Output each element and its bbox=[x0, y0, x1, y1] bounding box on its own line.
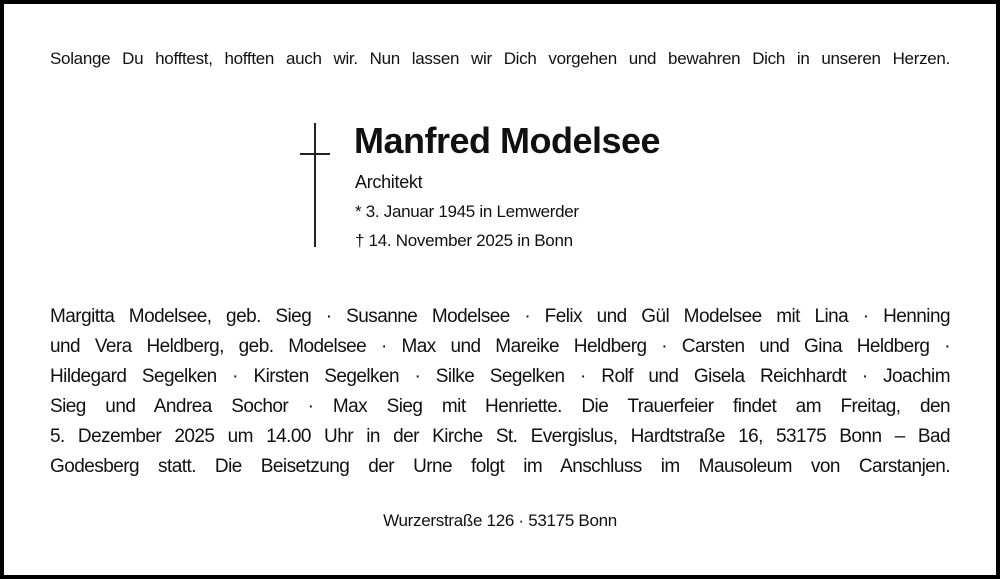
death-date: † 14. November 2025 in Bonn bbox=[355, 231, 573, 250]
cross-icon bbox=[314, 123, 316, 247]
text-line: Godesberg statt. Die Beisetzung der Urne folgt im Anschluss im Mausoleum von Carstanjen. bbox=[50, 456, 950, 477]
text-line: 5. Dezember 2025 um 14.00 Uhr in der Kirche St. Evergislus, Hardtstraße 16, 53175 Bonn – Bad bbox=[50, 426, 950, 447]
text-line: Margitta Modelsee, geb. Sieg · Susanne Modelsee · Felix und Gül Modelsee mit Lina · Henning bbox=[50, 306, 950, 327]
text-line: Hildegard Segelken · Kirsten Segelken · Silke Segelken · Rolf und Gisela Reichhardt · Joachim bbox=[50, 366, 950, 387]
birth-date: * 3. Januar 1945 in Lemwerder bbox=[355, 202, 579, 221]
text-line: Sieg und Andrea Sochor · Max Sieg mit Henriette. Die Trauerfeier findet am Freitag, den bbox=[50, 396, 950, 417]
address: Wurzerstraße 126 · 53175 Bonn bbox=[383, 511, 617, 530]
deceased-name: Manfred Modelsee bbox=[354, 120, 661, 161]
mourners-text bbox=[50, 302, 950, 482]
text-line: und Vera Heldberg, geb. Modelsee · Max und Mareike Heldberg · Carsten und Gina Heldberg · bbox=[50, 336, 950, 357]
profession: Architekt bbox=[355, 172, 423, 192]
cross-icon-bar bbox=[300, 153, 330, 155]
motto: Solange Du hofftest, hofften auch wir. Nun lassen wir Dich vorgehen und bewahren Dich in unseren Herzen. bbox=[50, 49, 950, 68]
